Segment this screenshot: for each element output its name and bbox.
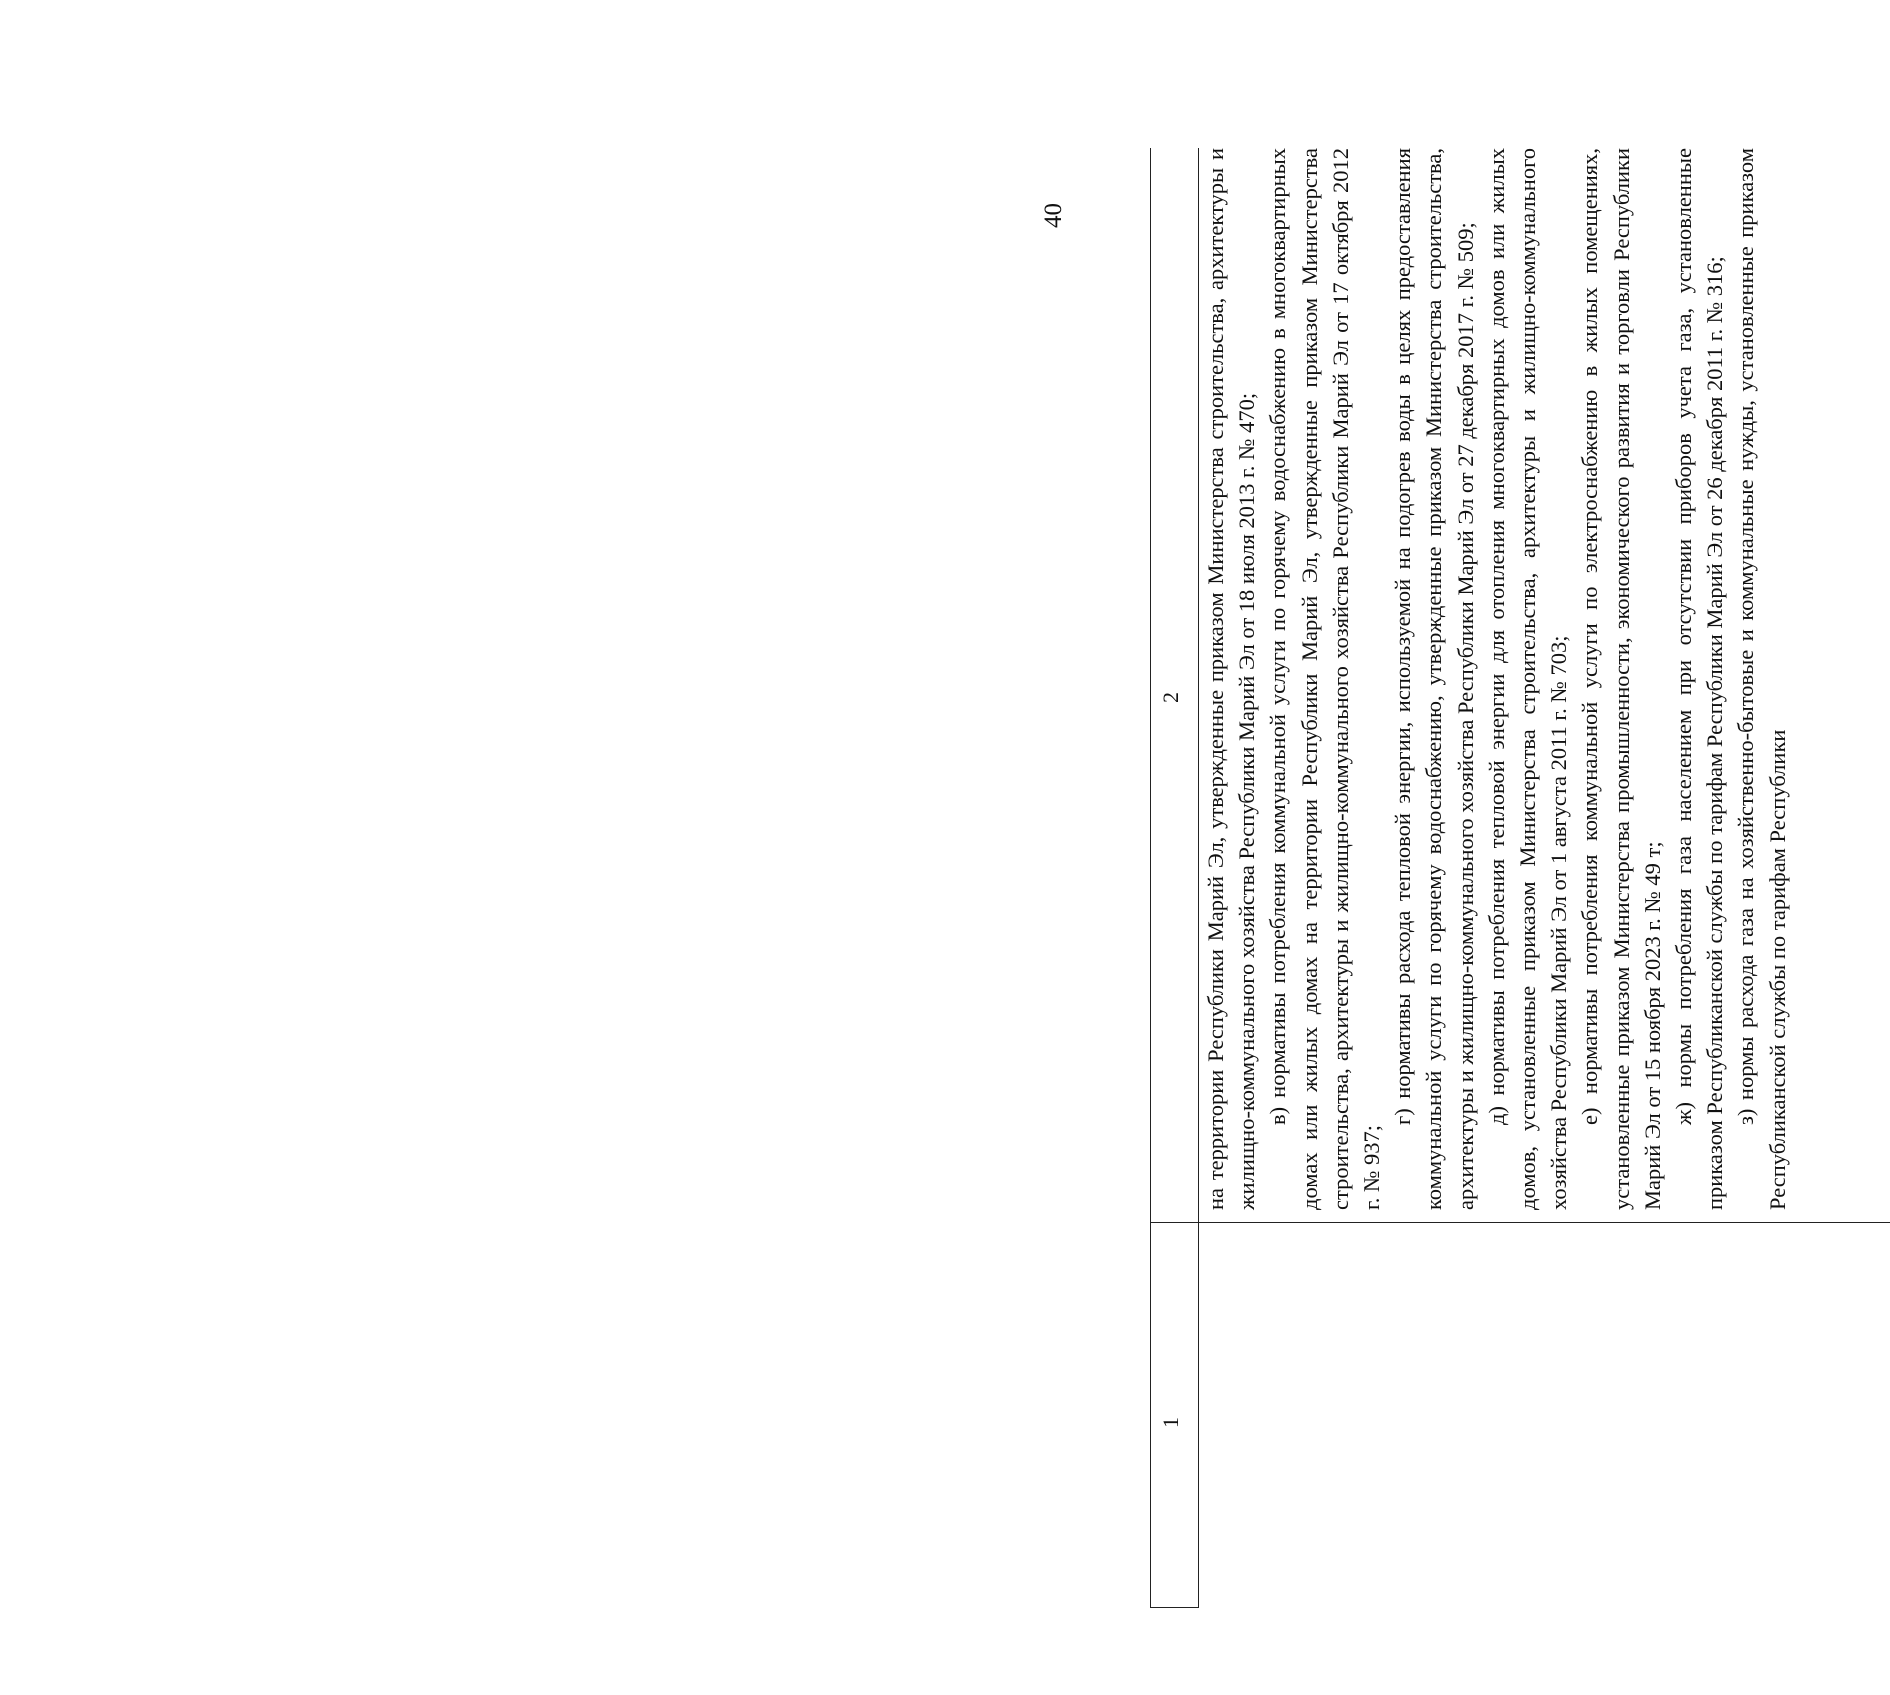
paragraph: д) нормативы потребления тепловой энергии для отопления многоквартирных домов или жилых домов, установленные приказом Министерства строительства, архитектуры и жилищно-коммунального хозяйства Республики Марий Эл от 1 августа 2011 г. № 703;	[1483, 148, 1572, 1210]
column-2-content	[1200, 148, 1793, 1210]
column-number-2: 2	[1158, 692, 1183, 703]
paragraph: е) нормативы потребления коммунальной услуги по электроснабжению в жилых помещениях, установленные приказом Министерства промышленности, экономического развития и торговли Республики Марий Эл от 15 ноября 2023 г. № 49 т;	[1577, 148, 1665, 1210]
table-header-border	[1198, 148, 1199, 1608]
paragraph: з) нормы расхода газа на хозяйственно-бытовые и коммунальные нужды, установленные приказом Республиканской службы по тарифам Республики	[1733, 148, 1790, 1210]
paragraph: ж) нормы потребления газа населением при отсутствии приборов учета газа, установленные приказом Республиканской службы по тарифам Республики Марий Эл от 26 декабря 2011 г. № 316;	[1671, 148, 1728, 1210]
table-top-border	[1150, 148, 1151, 1608]
column-divider	[1150, 1222, 1890, 1223]
column-number-1: 1	[1158, 1417, 1183, 1428]
paragraph: г) нормативы расхода тепловой энергии, используемой на подогрев воды в целях предоставления коммунальной услуги по горячему водоснабжению, утвержденные приказом Министерства строительства, архитектуры и жилищно-коммунального хозяйства Республики Марий Эл от 27 декабря 2017 г. № 509;	[1390, 148, 1478, 1210]
document-table	[1040, 88, 1890, 1608]
paragraph: на территории Республики Марий Эл, утвержденные приказом Министерства строительства, архитектуры и жилищно-коммунального хозяйства Республики Марий Эл от 18 июля 2013 г. № 470;	[1203, 148, 1260, 1210]
paragraph: в) нормативы потребления коммунальной услуги по горячему водоснабжению в многоквартирных домах или жилых домах на территории Республики Марий Эл, утвержденные приказом Министерства строительства, архитектуры и жилищно-коммунального хозяйства Республики Марий Эл от 17 октября 2012 г. № 937;	[1265, 148, 1385, 1210]
table-left-border	[1150, 1607, 1198, 1608]
page-number: 40	[1040, 203, 1067, 228]
rotated-page	[1040, 88, 1890, 1608]
